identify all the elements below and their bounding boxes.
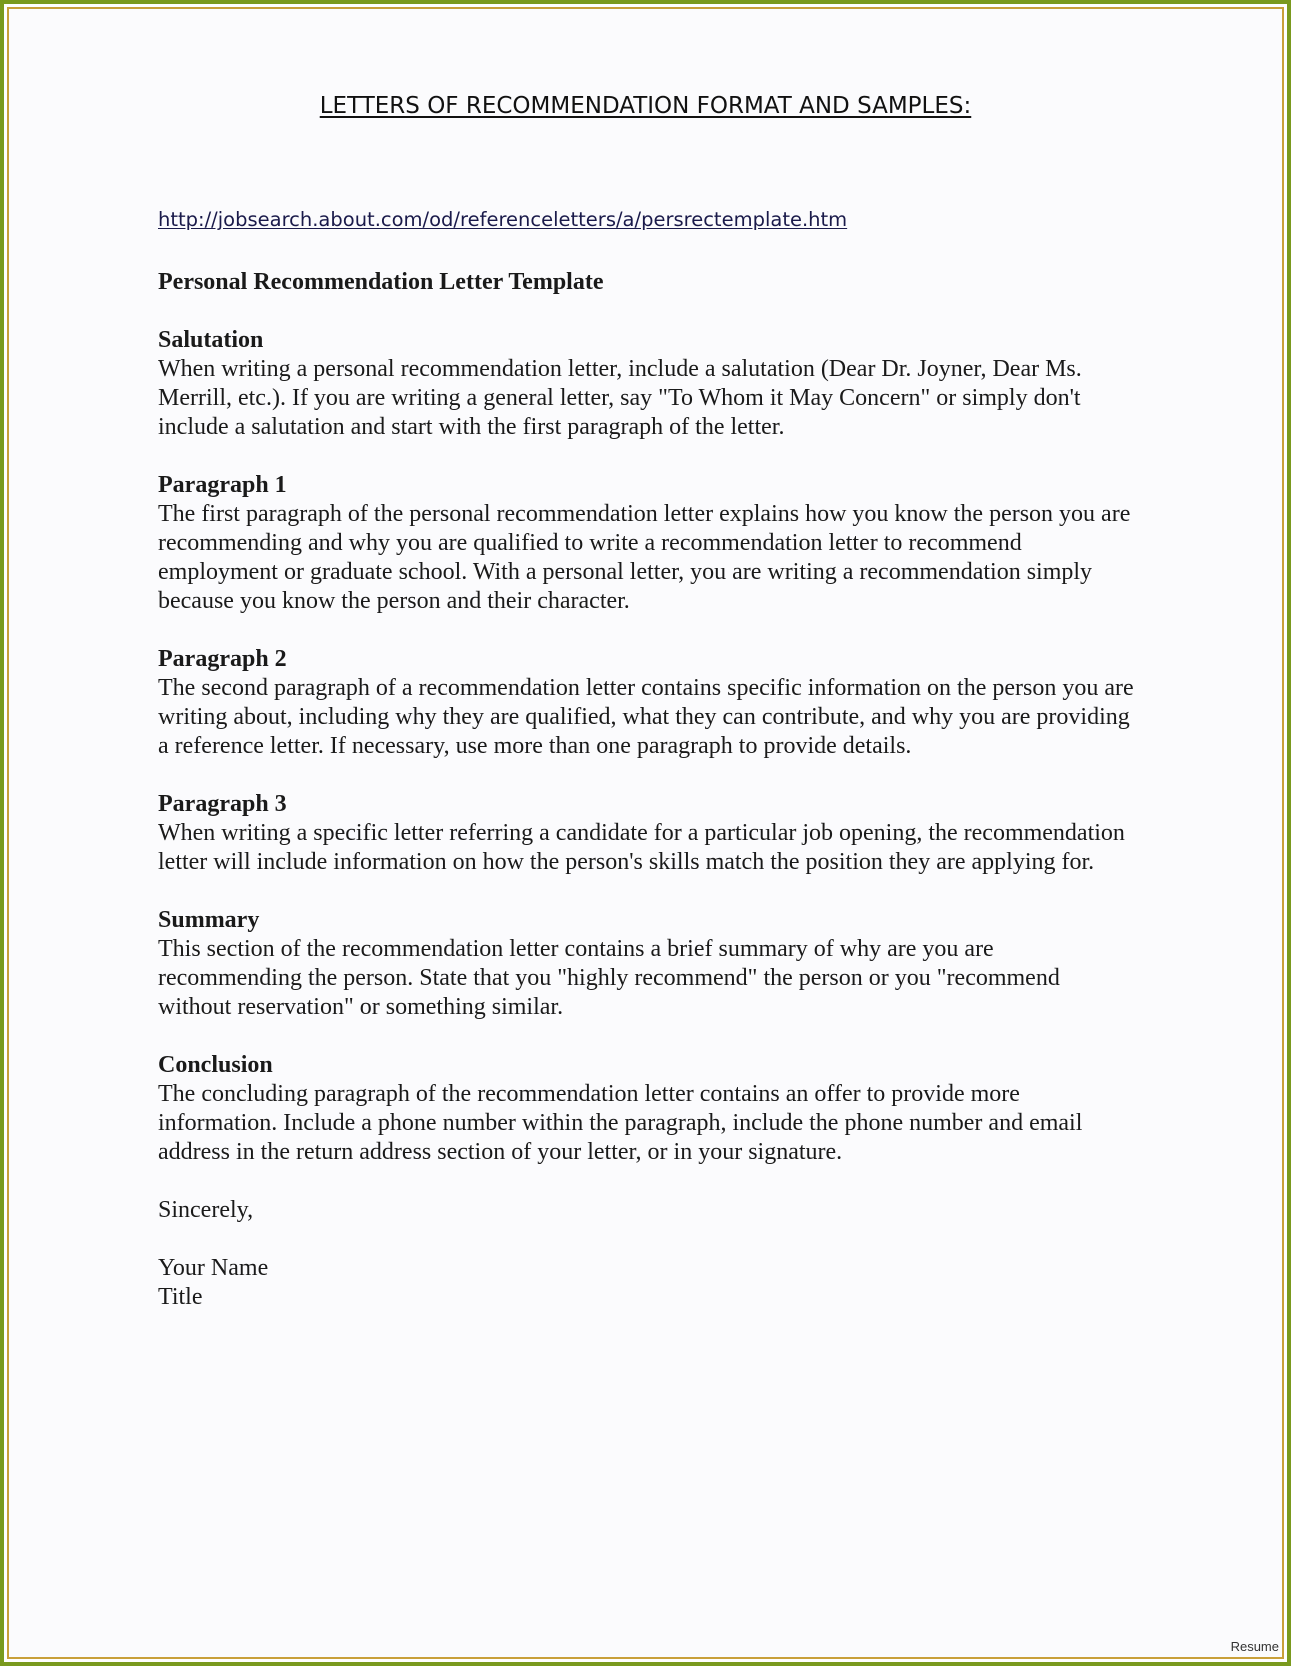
section-body: When writing a personal recommendation letter, include a salutation (Dear Dr. Joyner, Dear Ms. Merrill, etc.). If you are writing a general letter, say "To Whom it May Concern" or simply don't include a salutation and start with the first paragraph of the letter. xyxy=(158,356,1082,440)
template-title: Personal Recommendation Letter Template xyxy=(158,269,604,295)
section-title: Paragraph 2 xyxy=(158,646,287,672)
section-paragraph-2 xyxy=(158,645,1138,761)
section-title: Paragraph 3 xyxy=(158,791,287,817)
section-body: The second paragraph of a recommendation letter contains specific information on the person you are writing about, including why they are qualified, what they can contribute, and why you are providing a reference letter. If necessary, use more than one paragraph to provide details. xyxy=(158,675,1134,759)
section-title: Paragraph 1 xyxy=(158,472,287,498)
section-body: When writing a specific letter referring a candidate for a particular job opening, the recommendation letter will include information on how the person's skills match the position they are applying for. xyxy=(158,820,1125,875)
section-salutation xyxy=(158,326,1138,442)
signature-name: Your Name xyxy=(158,1255,269,1281)
section-title: Salutation xyxy=(158,327,264,353)
closing-line: Sincerely, xyxy=(158,1197,254,1223)
source-link[interactable]: http://jobsearch.about.com/od/referenceletters/a/persrectemplate.htm xyxy=(158,208,848,231)
section-title: Summary xyxy=(158,907,260,933)
section-body: This section of the recommendation letter contains a brief summary of why are you are recommending the person. State that you "highly recommend" the person or you "recommend without reservation" or something similar. xyxy=(158,936,1060,1020)
section-paragraph-3 xyxy=(158,790,1138,877)
section-summary xyxy=(158,906,1138,1022)
footer-watermark: Resume xyxy=(1230,1639,1279,1654)
section-body: The first paragraph of the personal recommendation letter explains how you know the person you are recommending and why you are qualified to write a recommendation letter to recommend employment or graduate school. With a personal letter, you are writing a recommendation simply because you know the person and their character. xyxy=(158,501,1131,614)
letter-content xyxy=(158,268,1138,1312)
section-title: Conclusion xyxy=(158,1052,273,1078)
section-body: The concluding paragraph of the recommendation letter contains an offer to provide more information. Include a phone number within the paragraph, include the phone number and email address in the return address section of your letter, or in your signature. xyxy=(158,1081,1083,1165)
section-conclusion xyxy=(158,1051,1138,1167)
signature-title: Title xyxy=(158,1284,203,1310)
section-paragraph-1 xyxy=(158,471,1138,616)
document-heading: LETTERS OF RECOMMENDATION FORMAT AND SAMPLES: xyxy=(319,93,972,119)
